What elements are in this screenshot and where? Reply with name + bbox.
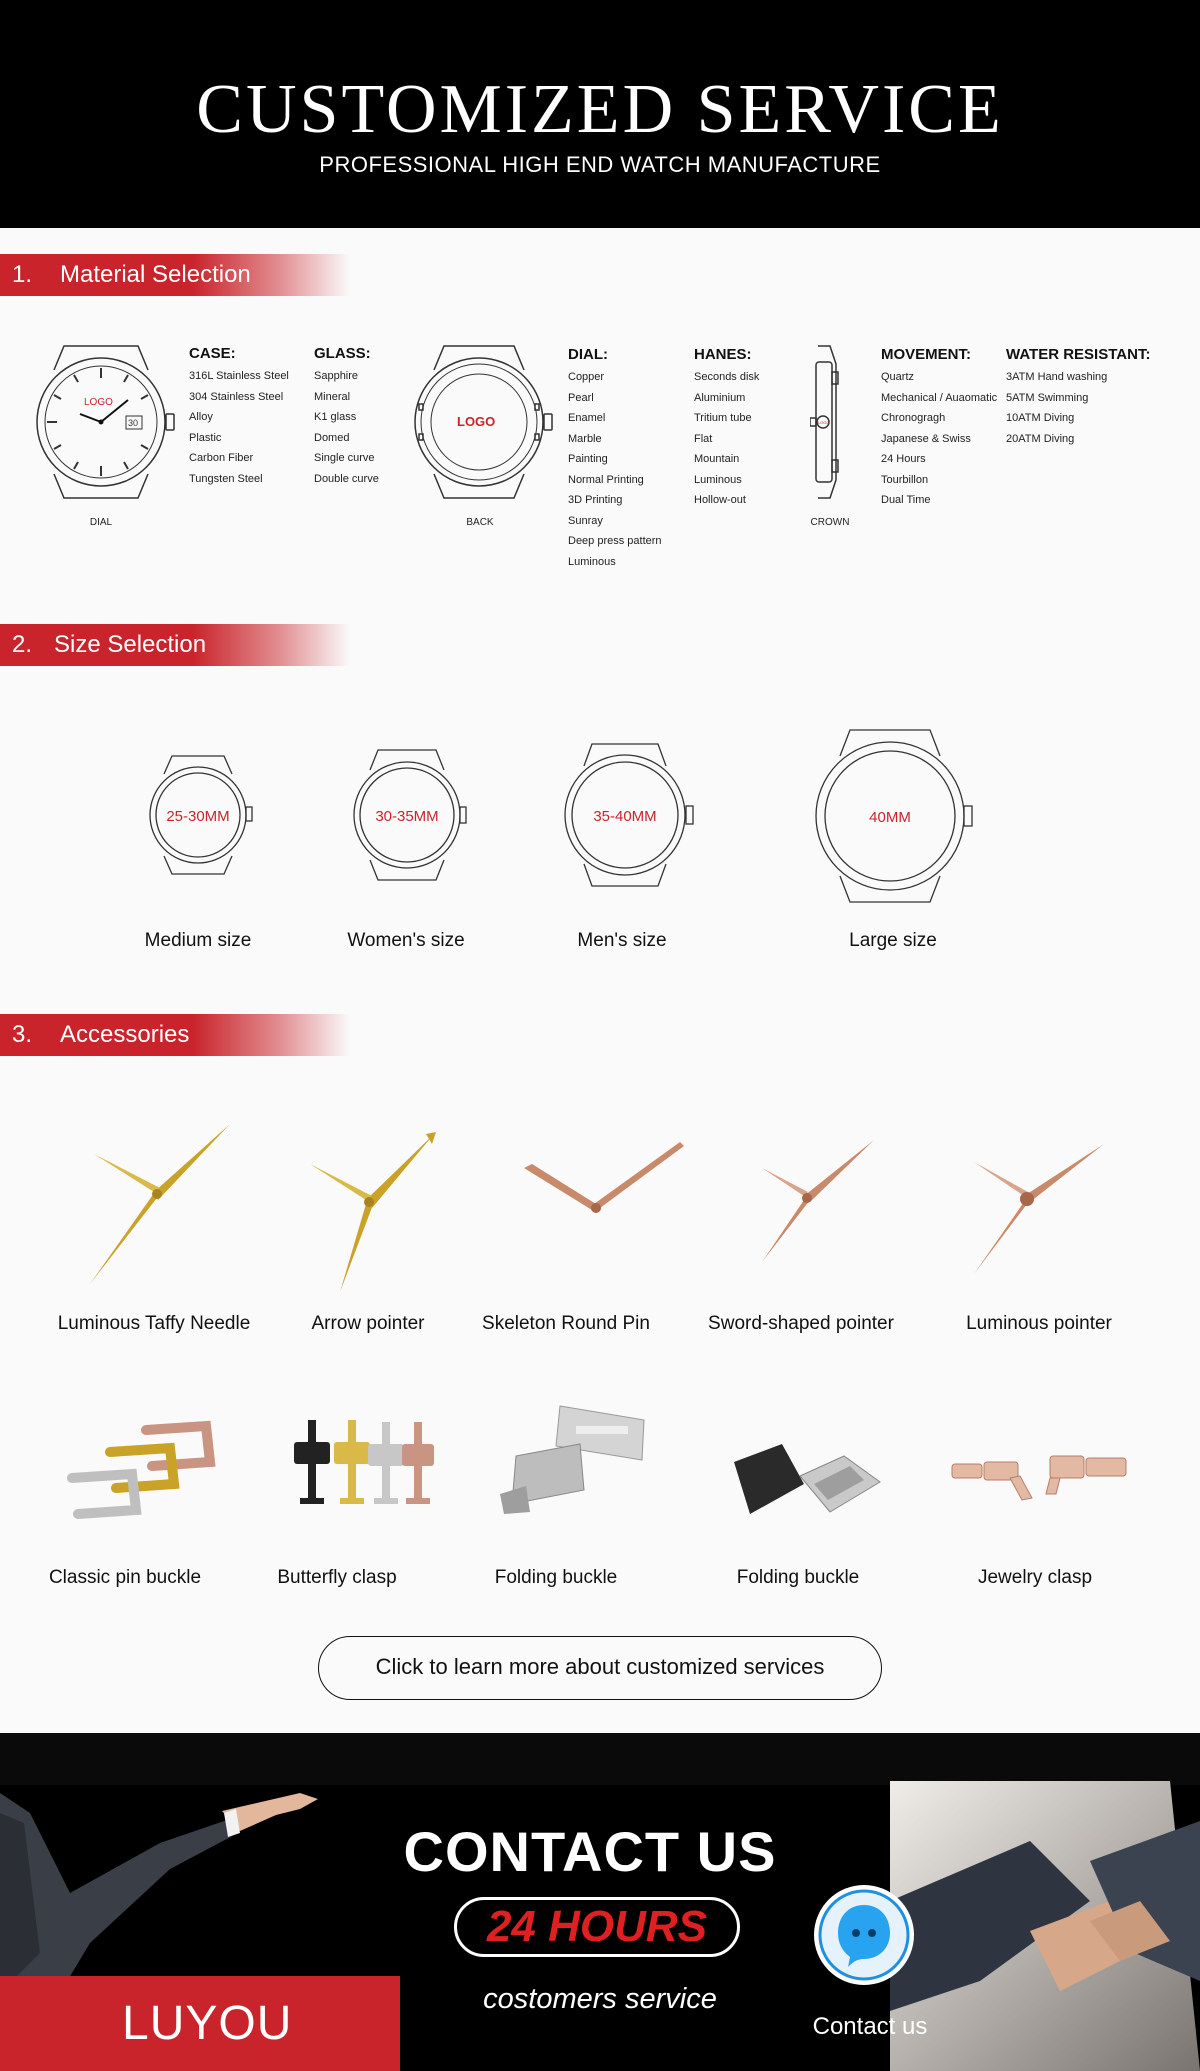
glass-item: K1 glass (314, 411, 357, 423)
movement-item: Quartz (881, 371, 915, 383)
section-banner-size (0, 624, 350, 666)
case-heading: CASE: (189, 345, 236, 362)
movement-item: 24 Hours (881, 453, 926, 465)
dial-item: Enamel (568, 412, 606, 424)
classic-pin-buckle-icon (66, 1418, 216, 1524)
crown-watch-icon (810, 342, 846, 502)
size-label: Men's size (577, 930, 667, 951)
dial-item: Pearl (568, 391, 594, 404)
accessory-label: Folding buckle (494, 1567, 618, 1588)
dial-item: Deep press pattern (568, 535, 662, 547)
dial-column (568, 343, 662, 572)
folding-buckle-icon (496, 1400, 650, 1518)
glass-item: Double curve (314, 472, 379, 485)
footer (0, 1733, 1200, 2071)
section-number: 1. (12, 261, 33, 288)
hanes-item: Tritium tube (694, 412, 752, 424)
case-item: Plastic (189, 431, 222, 444)
page-title: CUSTOMIZED SERVICE (196, 71, 1004, 148)
dial-item: 3D Printing (568, 494, 623, 506)
customer-service-text: costomers service (483, 1983, 717, 2015)
dial-item: Marble (568, 432, 602, 445)
section-title: Size Selection (54, 631, 207, 658)
hanes-item: Hollow-out (694, 494, 746, 506)
luminous-pointer-icon (968, 1140, 1108, 1280)
butterfly-clasp-icon (290, 1414, 436, 1508)
hanes-item: Aluminium (694, 391, 746, 404)
section-title: Material Selection (60, 261, 251, 288)
jewelry-clasp-icon (950, 1450, 1130, 1510)
case-item: Carbon Fiber (189, 452, 254, 464)
contact-us-link[interactable]: Contact us (812, 2013, 928, 2040)
case-column (189, 342, 289, 489)
hero-header (0, 0, 1200, 228)
brand-name: LUYOU (122, 1997, 293, 2050)
section-banner-accessories (0, 1014, 350, 1056)
hanes-column (694, 343, 759, 511)
dial-heading: DIAL: (568, 346, 608, 363)
hanes-item: Flat (694, 432, 713, 445)
hanes-item: Mountain (694, 453, 740, 465)
movement-item: Mechanical / Auaomatic (881, 391, 998, 404)
size-value: 25-30MM (166, 808, 230, 825)
accessory-label: Sword-shaped pointer (708, 1313, 894, 1334)
dial-item: Luminous (568, 555, 616, 568)
section-banner-material (0, 254, 350, 296)
size-watch-women (344, 746, 470, 884)
glass-item: Single curve (314, 452, 375, 464)
accessory-label: Butterfly clasp (277, 1567, 397, 1588)
sword-shaped-pointer-icon (754, 1136, 884, 1266)
dial-item: Normal Printing (568, 473, 644, 486)
brand-box (0, 1976, 400, 2071)
water-item: 3ATM Hand washing (1006, 371, 1108, 383)
size-watch-men (556, 740, 696, 890)
size-label: Medium size (144, 930, 252, 951)
case-item: 304 Stainless Steel (189, 390, 284, 403)
hanes-item: Luminous (694, 473, 742, 486)
glass-heading: GLASS: (314, 345, 371, 362)
size-value: 40MM (869, 809, 911, 826)
hanes-heading: HANES: (694, 346, 752, 363)
movement-item: Dual Time (881, 494, 931, 506)
case-item: Alloy (189, 411, 213, 423)
size-label: Large size (849, 930, 937, 951)
contact-title: CONTACT US (403, 1820, 777, 1883)
dial-caption: DIAL (89, 517, 113, 528)
dial-date-text: 30 (128, 418, 139, 428)
glass-item: Mineral (314, 390, 351, 403)
back-watch-icon (402, 342, 556, 502)
glass-column (314, 342, 379, 489)
movement-item: Japanese & Swiss (881, 432, 971, 445)
dial-item: Sunray (568, 514, 603, 527)
learn-more-button[interactable]: Click to learn more about customized services (318, 1636, 882, 1700)
hanes-item: Seconds disk (694, 371, 760, 383)
size-label: Women's size (347, 930, 465, 951)
size-value: 30-35MM (375, 808, 439, 825)
movement-heading: MOVEMENT: (881, 346, 971, 363)
page-subtitle: PROFESSIONAL HIGH END WATCH MANUFACTURE (319, 152, 881, 177)
dial-item: Painting (568, 453, 608, 465)
case-item: 316L Stainless Steel (189, 370, 289, 382)
folding-buckle-leather-icon (730, 1440, 884, 1520)
crown-caption: CROWN (810, 517, 850, 528)
glass-item: Domed (314, 431, 350, 444)
movement-item: Chronogragh (881, 412, 946, 424)
accessory-label: Folding buckle (736, 1567, 860, 1588)
water-item: 20ATM Diving (1006, 432, 1075, 445)
accessory-label: Classic pin buckle (48, 1567, 202, 1588)
crown-logo-text: LOGO (818, 420, 830, 425)
size-value: 35-40MM (593, 808, 657, 825)
section-number: 2. (12, 631, 33, 658)
size-watch-medium (140, 752, 256, 878)
accessory-label: Arrow pointer (311, 1313, 425, 1334)
movement-column (881, 343, 997, 511)
section-title: Accessories (60, 1021, 190, 1048)
section-number: 3. (12, 1021, 33, 1048)
glass-item: Sapphire (314, 370, 359, 382)
size-watch-large (806, 726, 976, 906)
back-caption: BACK (466, 517, 494, 528)
water-item: 5ATM Swimming (1006, 391, 1089, 404)
chat-bubble-icon[interactable] (812, 1883, 916, 1987)
case-item: Tungsten Steel (189, 472, 263, 485)
arrow-pointer-icon (296, 1128, 446, 1298)
water-item: 10ATM Diving (1006, 412, 1075, 424)
skeleton-round-pin-icon (520, 1138, 690, 1218)
accessory-label: Luminous pointer (966, 1313, 1112, 1334)
back-logo-text: LOGO (457, 414, 496, 429)
water-heading: WATER RESISTANT: (1006, 346, 1151, 363)
businessman-icon (0, 1753, 330, 1993)
accessory-label: Luminous Taffy Needle (57, 1313, 251, 1334)
movement-item: Tourbillon (881, 473, 929, 486)
accessory-label: Skeleton Round Pin (482, 1313, 650, 1334)
hours-badge: 24 HOURS (454, 1897, 740, 1957)
accessory-label: Jewelry clasp (977, 1567, 1093, 1588)
dial-item: Copper (568, 371, 605, 383)
dial-watch-icon (24, 342, 178, 502)
luminous-taffy-needle-icon (80, 1118, 240, 1288)
water-column (1006, 343, 1150, 449)
dial-logo-text: LOGO (84, 397, 113, 408)
